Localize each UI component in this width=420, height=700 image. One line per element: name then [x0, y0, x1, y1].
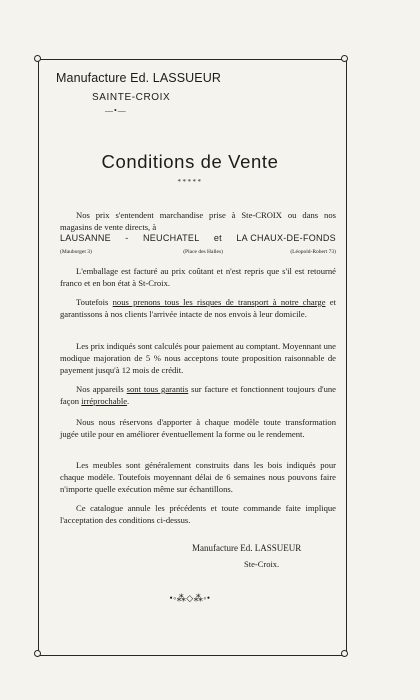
city-separator: -	[125, 233, 129, 243]
guarantee-text-mid: sur facture et fonctionnent toujours d'une façon	[60, 384, 336, 406]
guarantee-underlined-2: irréprochable	[81, 395, 128, 406]
guarantee-text-end: .	[127, 395, 130, 406]
header-ornament: —•—	[105, 106, 127, 115]
address-lausanne: (Mauborget 3)	[60, 249, 92, 255]
page-title: Conditions de Vente	[101, 151, 279, 172]
city-lausanne: LAUSANNE	[60, 233, 111, 243]
border-corner-ornament	[341, 650, 348, 657]
city-chaux-de-fonds: LA CHAUX-DE-FONDS	[236, 233, 336, 243]
city-neuchatel: NEUCHATEL	[142, 233, 200, 243]
header-town: SAINTE-CROIX	[92, 92, 171, 103]
border-corner-ornament	[341, 55, 348, 62]
guarantee-underlined: sont tous garantis	[126, 384, 189, 394]
city-conjunction: et	[213, 233, 222, 243]
paragraph-prices: Nos prix s'entendent marchandise prise à Ste-CROIX ou dans nos magasins de vente directs, à	[60, 210, 336, 232]
address-chaux-de-fonds: (Léopold-Robert 73)	[290, 249, 336, 255]
paragraph-modifications: Nous nous réservons d'apporter à chaque modèle toute transformation jugée utile pour en améliorer éventuellement la forme ou le rendement.	[60, 417, 336, 439]
signature-firm: Manufacture Ed. LASSUEUR	[192, 543, 302, 553]
store-addresses	[60, 249, 336, 255]
transport-text-end: et garantissons à nos clients l'arrivée intacte de nos envois à leur domicile.	[60, 297, 336, 319]
header-firm-name: Manufacture Ed. LASSUEUR	[56, 71, 221, 85]
guarantee-text-start: Nos appareils	[76, 384, 127, 394]
paragraph-guarantee	[60, 384, 336, 408]
border-corner-ornament	[34, 55, 41, 62]
footer-ornament: •◦⁂◇⁂◦•	[169, 593, 211, 603]
paragraph-payment: Les prix indiqués sont calculés pour paiement au comptant. Moyennant une modique majoration de 5 % nous acceptons toute proposition raisonnable de payement jusqu'à 12 mois de crédit.	[60, 341, 336, 375]
paragraph-transport	[60, 297, 336, 321]
paragraph-furniture: Les meubles sont généralement construits dans les bois indiqués pour chaque modèle. Toutefois moyennant délai de 6 semaines nous pouvons faire n'importe quelle exécution même sur échantillons.	[60, 460, 336, 494]
signature-town: Ste-Croix.	[244, 559, 280, 569]
transport-text-start: Toutefois	[76, 297, 113, 307]
title-ornament: *****	[177, 178, 203, 186]
address-neuchatel: (Place des Halles)	[183, 249, 223, 255]
transport-underlined: nous prenons tous les risques de transport à notre charge	[112, 297, 326, 307]
store-cities	[60, 233, 336, 243]
border-corner-ornament	[34, 650, 41, 657]
paragraph-packaging: L'emballage est facturé au prix coûtant et n'est repris que s'il est retourné franco et en bon état à St-Croix.	[60, 266, 336, 288]
paragraph-catalogue: Ce catalogue annule les précédents et toute commande faite implique l'acceptation des conditions ci-dessus.	[60, 503, 336, 525]
